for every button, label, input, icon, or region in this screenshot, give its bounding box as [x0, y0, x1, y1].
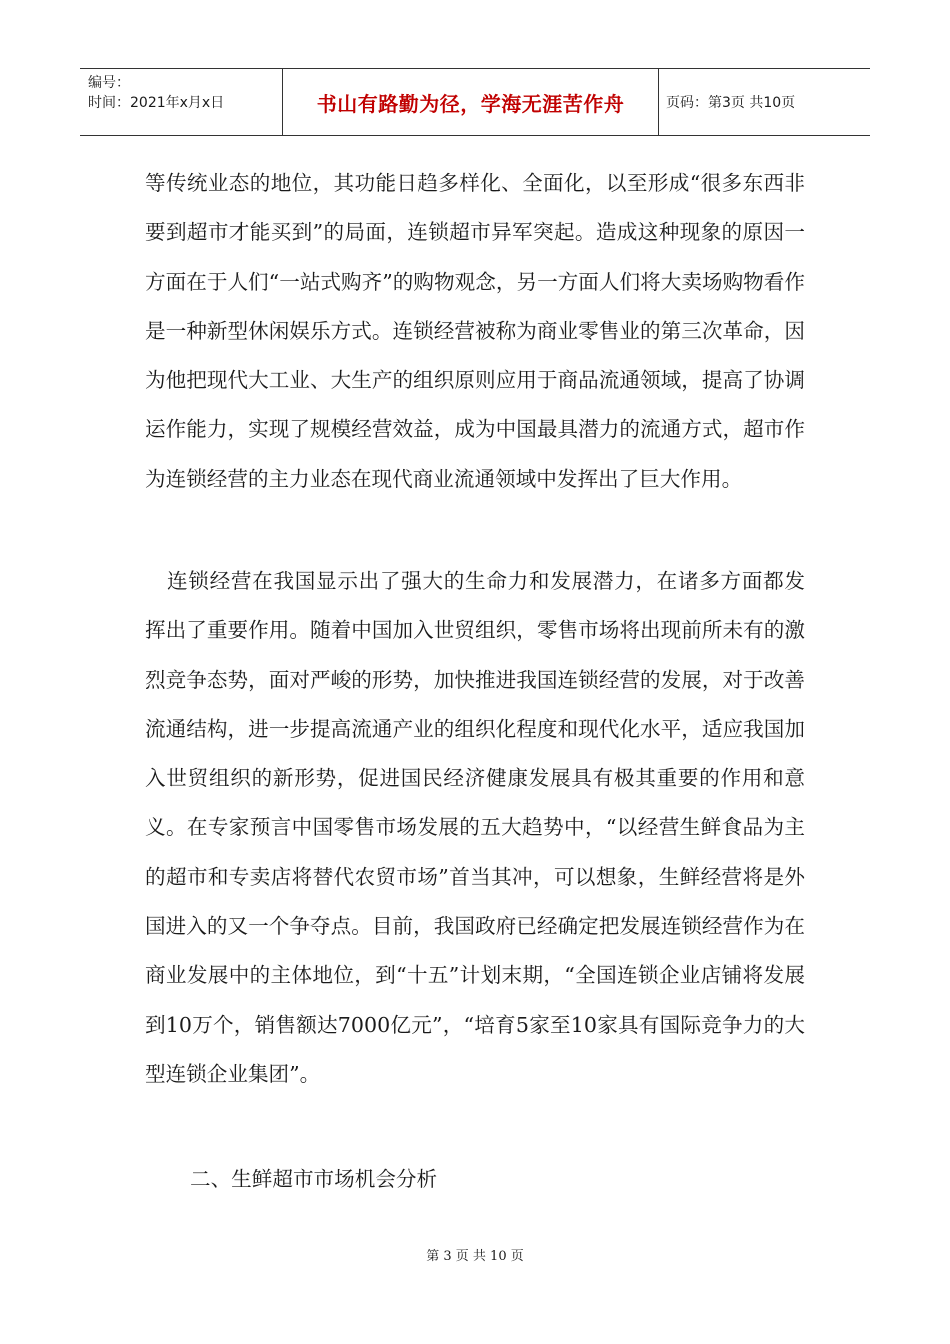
- header-meta: [80, 69, 282, 135]
- page-footer: 第 3 页 共 10 页: [426, 1249, 524, 1264]
- document-number-label: 编号：: [88, 75, 130, 91]
- document-date: 时间：2021年x月x日: [88, 95, 225, 111]
- header-divider: [658, 69, 659, 135]
- header-motto: 书山有路勤为径，学海无涯苦作舟: [316, 91, 625, 116]
- section-heading: 二、生鲜超市市场机会分析: [190, 1167, 438, 1191]
- header-page-info: 页码：第3页 共10页: [666, 95, 796, 111]
- body-paragraph-1: 等传统业态的地位，其功能日趋多样化、全面化，以至形成“很多东西非要到超市才能买到”的局面，连锁超市异军突起。造成这种现象的原因一方面在于人们“一站式购齐”的购物观念，另一方面人们将大卖场购物看作是一种新型休闲娱乐方式。连锁经营被称为商业零售业的第三次革命，因为他把现代大工业、大生产的组织原则应用于商品流通领域，提高了协调运作能力，实现了规模经营效益，成为中国最具潜力的流通方式，超市作为连锁经营的主力业态在现代商业流通领域中发挥出了巨大作用。: [145, 171, 805, 491]
- page-header: [80, 68, 870, 136]
- body-paragraph-2: 连锁经营在我国显示出了强大的生命力和发展潜力，在诸多方面都发挥出了重要作用。随着中国加入世贸组织，零售市场将出现前所未有的激烈竞争态势，面对严峻的形势，加快推进我国连锁经营的发展，对于改善流通结构，进一步提高流通产业的组织化程度和现代化水平，适应我国加入世贸组织的新形势，促进国民经济健康发展具有极其重要的作用和意义。在专家预言中国零售市场发展的五大趋势中，“以经营生鲜食品为主的超市和专卖店将替代农贸市场”首当其冲，可以想象，生鲜经营将是外国进入的又一个争夺点。目前，我国政府已经确定把发展连锁经营作为在商业发展中的主体地位，到“十五”计划末期，“全国连锁企业店铺将发展到10万个，销售额达7000亿元”，“培育5家至10家具有国际竞争力的大型连锁企业集团”。: [145, 569, 805, 1086]
